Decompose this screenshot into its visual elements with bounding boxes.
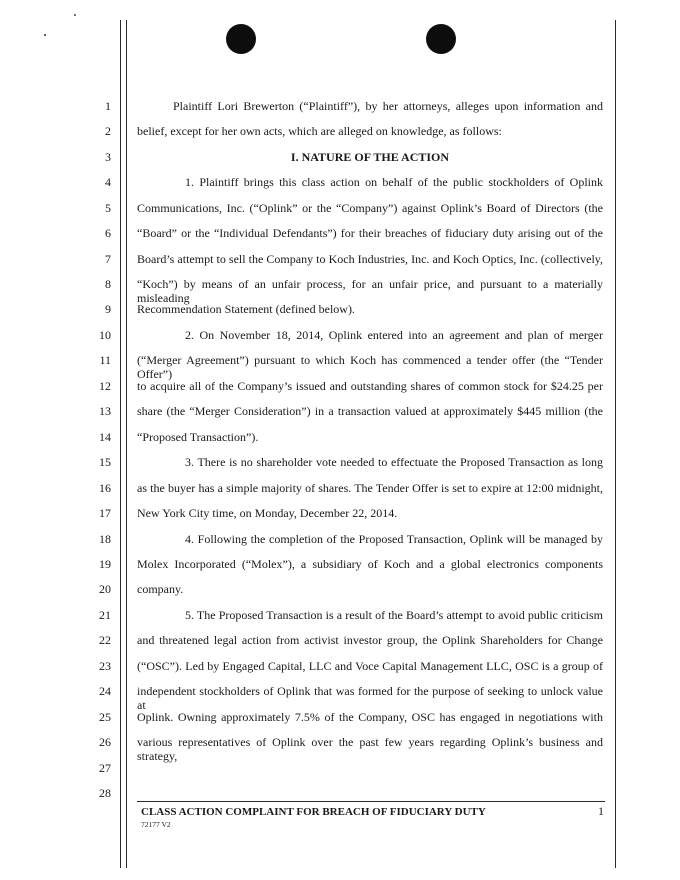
line-number: 3 xyxy=(105,150,111,164)
text-line: as the buyer has a simple majority of shares. The Tender Offer is set to expire at 12:00 midnight, xyxy=(137,481,603,495)
text-line: belief, except for her own acts, which are alleged on knowledge, as follows: xyxy=(137,124,502,138)
line-number: 27 xyxy=(99,761,111,775)
line-number: 13 xyxy=(99,404,111,418)
text-line: “Board” or the “Individual Defendants”) for their breaches of fiduciary duty arising out of the xyxy=(137,226,603,240)
footer-rule xyxy=(137,801,605,802)
text-line: (“OSC”). Led by Engaged Capital, LLC and Voce Capital Management LLC, OSC is a group of xyxy=(137,659,603,673)
left-margin-rule-inner xyxy=(126,20,127,868)
line-number: 10 xyxy=(99,328,111,342)
text-line: and threatened legal action from activist investor group, the Oplink Shareholders for Change xyxy=(137,633,603,647)
footer-title: CLASS ACTION COMPLAINT FOR BREACH OF FIDUCIARY DUTY xyxy=(141,806,486,818)
scan-speck xyxy=(74,14,76,16)
scan-speck xyxy=(44,34,46,36)
text-line: Board’s attempt to sell the Company to Koch Industries, Inc. and Koch Optics, Inc. (collectively, xyxy=(137,252,603,266)
right-margin-rule xyxy=(615,20,616,868)
line-number: 5 xyxy=(105,201,111,215)
text-line: Plaintiff Lori Brewerton (“Plaintiff”), by her attorneys, alleges upon information and xyxy=(173,99,603,113)
paragraph-1-line: 1. Plaintiff brings this class action on behalf of the public stockholders of Oplink xyxy=(185,175,603,189)
line-number: 15 xyxy=(99,455,111,469)
text-line: Recommendation Statement (defined below). xyxy=(137,302,355,316)
text-line: “Proposed Transaction”). xyxy=(137,430,259,444)
paragraph-2-line: 2. On November 18, 2014, Oplink entered into an agreement and plan of merger xyxy=(185,328,603,342)
text-line: company. xyxy=(137,582,184,596)
line-number: 1 xyxy=(105,99,111,113)
line-number: 11 xyxy=(99,353,111,367)
line-number: 12 xyxy=(99,379,111,393)
section-heading: I. NATURE OF THE ACTION xyxy=(290,150,450,164)
line-number: 19 xyxy=(99,557,111,571)
line-number: 22 xyxy=(99,633,111,647)
text-line: New York City time, on Monday, December 22, 2014. xyxy=(137,506,398,520)
paragraph-3-line: 3. There is no shareholder vote needed to effectuate the Proposed Transaction as long xyxy=(185,455,603,469)
left-margin-rule-outer xyxy=(120,20,121,868)
text-line: (“Merger Agreement”) pursuant to which Koch has commenced a tender offer (the “Tender Offer”) xyxy=(137,353,603,381)
line-number: 6 xyxy=(105,226,111,240)
paragraph-5-line: 5. The Proposed Transaction is a result of the Board’s attempt to avoid public criticism xyxy=(185,608,603,622)
footer-document-code: 72177 V2 xyxy=(141,820,171,829)
text-line: “Koch”) by means of an unfair process, for an unfair price, and pursuant to a materially misleading xyxy=(137,277,603,305)
text-line: various representatives of Oplink over the past few years regarding Oplink’s business and strategy, xyxy=(137,735,603,763)
line-number: 14 xyxy=(99,430,111,444)
line-number: 7 xyxy=(105,252,111,266)
line-number: 8 xyxy=(105,277,111,291)
line-number: 16 xyxy=(99,481,111,495)
line-number: 24 xyxy=(99,684,111,698)
punch-hole-right xyxy=(426,24,456,54)
text-line: Molex Incorporated (“Molex”), a subsidiary of Koch and a global electronics components xyxy=(137,557,603,571)
text-line: independent stockholders of Oplink that was formed for the purpose of seeking to unlock value at xyxy=(137,684,603,712)
text-line: share (the “Merger Consideration”) in a transaction valued at approximately $445 million (the xyxy=(137,404,603,418)
line-number: 23 xyxy=(99,659,111,673)
line-number: 4 xyxy=(105,175,111,189)
line-number: 2 xyxy=(105,124,111,138)
text-line: Communications, Inc. (“Oplink” or the “Company”) against Oplink’s Board of Directors (the xyxy=(137,201,603,215)
page-number: 1 xyxy=(598,804,604,818)
text-line: to acquire all of the Company’s issued and outstanding shares of common stock for $24.25 per xyxy=(137,379,603,393)
line-number: 17 xyxy=(99,506,111,520)
line-number: 26 xyxy=(99,735,111,749)
line-number: 20 xyxy=(99,582,111,596)
line-number: 18 xyxy=(99,532,111,546)
punch-hole-left xyxy=(226,24,256,54)
paragraph-4-line: 4. Following the completion of the Proposed Transaction, Oplink will be managed by xyxy=(185,532,603,546)
line-number: 25 xyxy=(99,710,111,724)
line-number: 28 xyxy=(99,786,111,800)
line-number: 9 xyxy=(105,302,111,316)
line-number: 21 xyxy=(99,608,111,622)
text-line: Oplink. Owning approximately 7.5% of the Company, OSC has engaged in negotiations with xyxy=(137,710,603,724)
